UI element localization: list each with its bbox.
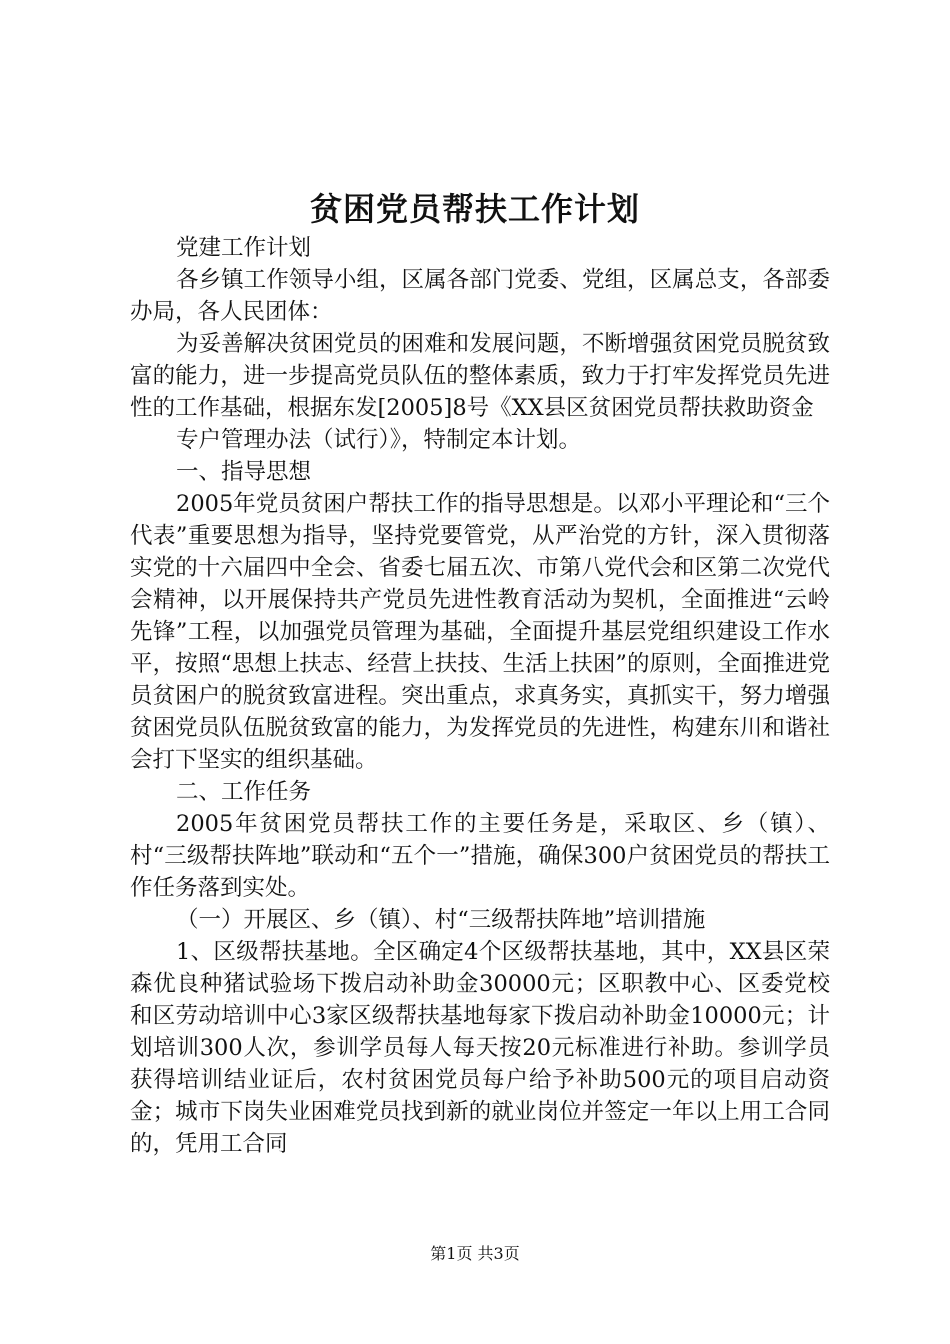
paragraph-intro: 为妥善解决贫困党员的困难和发展问题，不断增强贫困党员脱贫致富的能力，进一步提高党员队伍的整体素质，致力于打牢发挥党员先进性的工作基础，根据东发[2005]8号《XX县区贫困党员帮扶救助资金 — [130, 331, 830, 421]
document-title: 贫困党员帮扶工作计划 — [309, 190, 640, 228]
document-body — [130, 232, 830, 1160]
subsection-heading-training: （一）开展区、乡（镇）、村“三级帮扶阵地”培训措施 — [176, 907, 706, 933]
section-heading-guiding-thought: 一、指导思想 — [176, 459, 312, 485]
paragraph-district-base: 1、区级帮扶基地。全区确定4个区级帮扶基地，其中，XX县区荣森优良种猪试验场下拨启动补助金30000元；区职教中心、区委党校和区劳动培训中心3家区级帮扶基地每家下拨启动补助金10000元；计划培训300人次，参训学员每人每天按20元标准进行补助。参训学员获得培训结业证后，农村贫困党员每户给予补助500元的项目启动资金；城市下岗失业困难党员找到新的就业岗位并签定一年以上用工合同的，凭用工合同 — [130, 939, 830, 1157]
section-heading-tasks: 二、工作任务 — [176, 779, 312, 805]
page-footer: 第1页 共3页 — [430, 1244, 520, 1263]
paragraph-tasks: 2005年贫困党员帮扶工作的主要任务是，采取区、乡（镇）、村“三级帮扶阵地”联动和“五个一”措施，确保300户贫困党员的帮扶工作任务落到实处。 — [130, 811, 830, 901]
paragraph-intro-cont: 专户管理办法（试行）》，特制定本计划。 — [176, 427, 582, 453]
paragraph-guiding-thought: 2005年党员贫困户帮扶工作的指导思想是。以邓小平理论和“三个代表”重要思想为指导，坚持党要管党，从严治党的方针，深入贯彻落实党的十六届四中全会、省委七届五次、市第八党代会和区第二次党代会精神，以开展保持共产党员先进性教育活动为契机，全面推进“云岭先锋”工程，以加强党员管理为基础，全面提升基层党组织建设工作水平，按照“思想上扶志、经营上扶技、生活上扶困”的原则，全面推进党员贫困户的脱贫致富进程。突出重点，求真务实，真抓实干，努力增强贫困党员队伍脱贫致富的能力，为发挥党员的先进性，构建东川和谐社会打下坚实的组织基础。 — [130, 491, 830, 773]
paragraph-salutation: 各乡镇工作领导小组，区属各部门党委、党组，区属总支，各部委办局，各人民团体： — [130, 267, 830, 325]
paragraph-heading: 党建工作计划 — [176, 235, 312, 261]
